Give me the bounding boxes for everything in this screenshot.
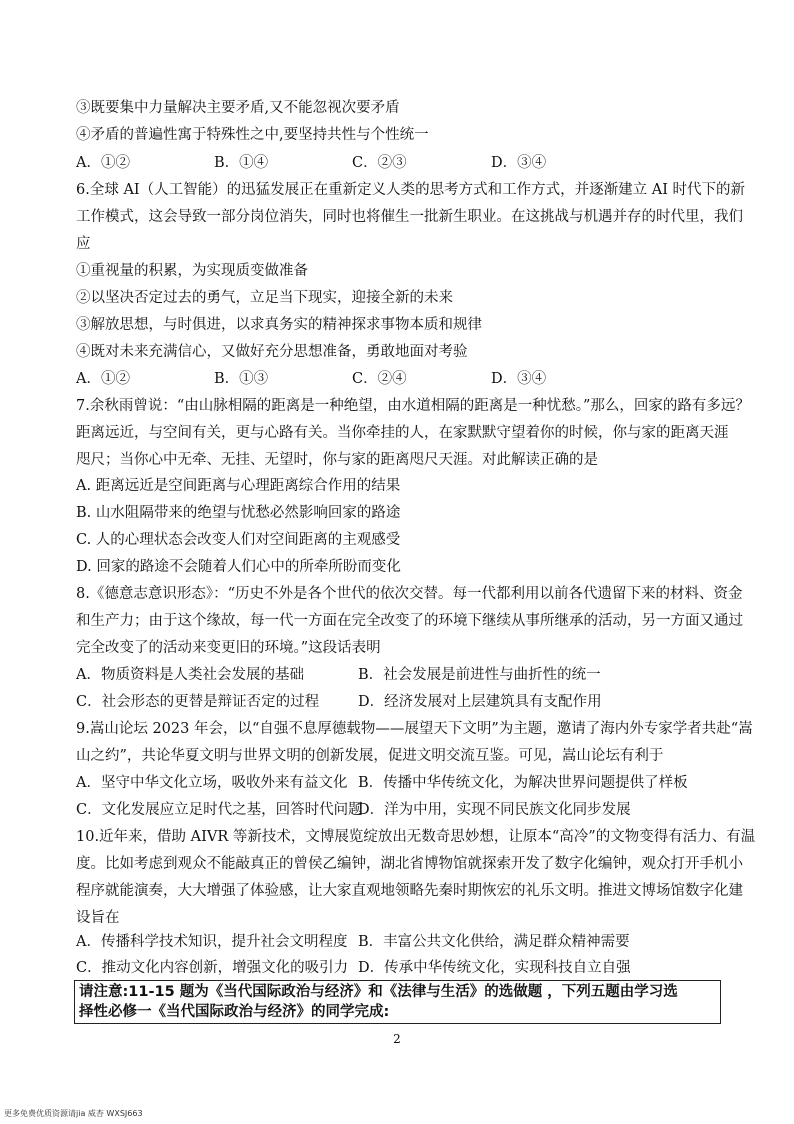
q5-option-c: C．②③ bbox=[352, 155, 407, 171]
q9-option-d: D．洋为中用，实现不同民族文化同步发展 bbox=[358, 802, 631, 818]
q9-option-a: A．坚守中华文化立场，吸收外来有益文化 bbox=[76, 775, 348, 791]
notice-line-1: 请注意:11-15 题为《当代国际政治与经济》和《法律与生活》的选做题 ，下列五题由学习选 bbox=[79, 984, 678, 1000]
q6-stem-line-1: 6.全球 AI（人工智能）的迅猛发展正在重新定义人类的思考方式和工作方式，并逐渐建立 AI 时代下的新 bbox=[76, 182, 746, 198]
q6-stem-line-2: 工作模式，这会导致一部分岗位消失，同时也将催生一批新生职业。在这挑战与机遇并存的时代里，我们 bbox=[76, 209, 743, 225]
q10-option-a: A．传播科学技术知识，提升社会文明程度 bbox=[76, 934, 348, 950]
q10-option-b: B．丰富公共文化供给，满足群众精神需要 bbox=[358, 934, 630, 950]
footer-watermark-text: 更多免费优质资源请jia 威杏 WXSJ663 bbox=[4, 1109, 143, 1118]
notice-line-2: 择性必修一《当代国际政治与经济》的同学完成: bbox=[79, 1004, 390, 1020]
q8-option-c: C．社会形态的更替是辩证否定的过程 bbox=[76, 694, 320, 710]
q8-option-b: B．社会发展是前进性与曲折性的统一 bbox=[358, 667, 601, 683]
q10-stem-line-1: 10.近年来，借助 AIVR 等新技术，文博展览绽放出无数奇思妙想，让原本“高冷”的文物变得有活力、有温 bbox=[76, 829, 756, 845]
q7-option-b: B. 山水阻隔带来的绝望与忧愁必然影响回家的路途 bbox=[76, 505, 401, 521]
q6-option-b: B．①③ bbox=[214, 371, 269, 387]
q7-stem-line-3: 咫尺；当你心中无牵、无挂、无望时，你与家的距离咫尺天涯。对此解读正确的是 bbox=[76, 452, 598, 468]
page-number: 2 bbox=[393, 1032, 401, 1046]
q5-option-d: D．③④ bbox=[491, 155, 547, 171]
q10-option-d: D．传承中华传统文化，实现科技自立自强 bbox=[358, 960, 631, 976]
q6-stem-line-3: 应 bbox=[76, 236, 91, 252]
q7-option-a: A. 距离远近是空间距离与心理距离综合作用的结果 bbox=[76, 478, 401, 494]
q7-stem-line-2: 距离远近，与空间有关，更与心路有关。当你牵挂的人，在家默默守望着你的时候，你与家的距离天涯 bbox=[76, 425, 729, 441]
q5-item-4: ④矛盾的普遍性寓于特殊性之中,要坚持共性与个性统一 bbox=[76, 127, 429, 143]
q5-item-3: ③既要集中力量解决主要矛盾,又不能忽视次要矛盾 bbox=[76, 100, 400, 116]
q7-option-d: D. 回家的路途不会随着人们心中的所牵所盼而变化 bbox=[76, 559, 401, 575]
q10-stem-line-4: 设旨在 bbox=[76, 910, 120, 926]
q8-option-d: D．经济发展对上层建筑具有支配作用 bbox=[358, 694, 602, 710]
q9-stem-line-1: 9.嵩山论坛 2023 年会，以“自强不息厚德载物——展望天下文明”为主题，邀请了海内外专家学者共赴“嵩 bbox=[76, 721, 753, 737]
q10-stem-line-2: 度。比如考虑到观众不能敲真正的曾侯乙编钟，湖北省博物馆就探索开发了数字化编钟，观众打开手机小 bbox=[76, 856, 743, 872]
q9-option-b: B．传播中华传统文化，为解决世界问题提供了样板 bbox=[358, 775, 688, 791]
q6-option-d: D．③④ bbox=[491, 371, 547, 387]
q8-stem-line-2: 和生产力；由于这个缘故，每一代一方面在完全改变了的环境下继续从事所继承的活动，另一方面又通过 bbox=[76, 613, 743, 629]
q5-option-a: A．①② bbox=[76, 155, 130, 171]
q6-option-c: C．②④ bbox=[352, 371, 407, 387]
q9-stem-line-2: 山之约”，共论华夏文明与世界文明的创新发展，促进文明交流互鉴。可见，嵩山论坛有利于 bbox=[76, 748, 664, 764]
q7-stem-line-1: 7.余秋雨曾说：“由山脉相隔的距离是一种绝望，由水道相隔的距离是一种忧愁。”那么，回家的路有多远？ bbox=[76, 398, 750, 414]
q8-option-a: A．物质资料是人类社会发展的基础 bbox=[76, 667, 304, 683]
elective-notice-box bbox=[74, 980, 721, 1024]
q6-item-3: ③解放思想，与时俱进，以求真务实的精神探求事物本质和规律 bbox=[76, 317, 482, 333]
q6-item-1: ①重视量的积累，为实现质变做准备 bbox=[76, 263, 308, 279]
q10-option-c: C．推动文化内容创新，增强文化的吸引力 bbox=[76, 960, 349, 976]
q6-item-4: ④既对未来充满信心，又做好充分思想准备，勇敢地面对考验 bbox=[76, 344, 468, 360]
q6-item-2: ②以坚决否定过去的勇气，立足当下现实，迎接全新的未来 bbox=[76, 290, 453, 306]
q9-option-c: C．文化发展应立足时代之基，回答时代问题 bbox=[76, 802, 363, 818]
q6-option-a: A．①② bbox=[76, 371, 130, 387]
q7-option-c: C. 人的心理状态会改变人们对空间距离的主观感受 bbox=[76, 532, 401, 548]
q5-option-b: B．①④ bbox=[214, 155, 269, 171]
q8-stem-line-3: 完全改变了的活动来变更旧的环境。”这段话表明 bbox=[76, 640, 381, 656]
q10-stem-line-3: 程序就能演奏，大大增强了体验感，让大家直观地领略先秦时期恢宏的礼乐文明。推进文博场馆数字化建 bbox=[76, 883, 743, 899]
q8-stem-line-1: 8.《德意志意识形态》：“历史不外是各个世代的依次交替。每一代都利用以前各代遗留下来的材料、资金 bbox=[76, 586, 743, 602]
